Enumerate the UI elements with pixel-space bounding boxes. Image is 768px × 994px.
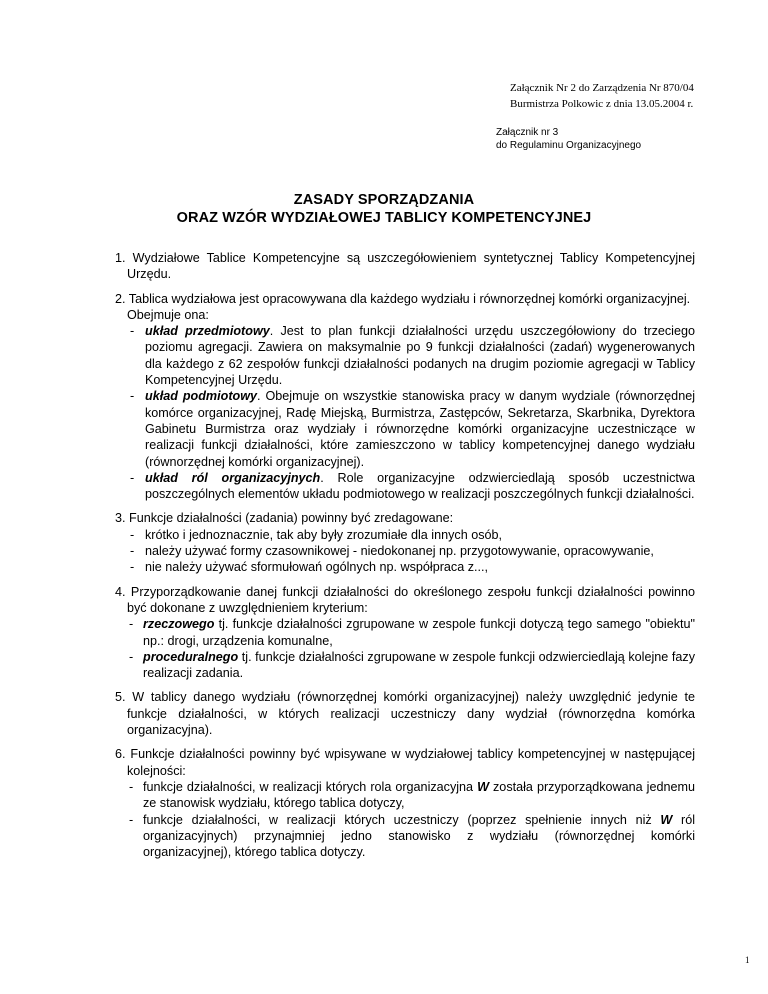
list-item [115, 470, 695, 503]
list-item-term: układ ról organizacyjnych [145, 470, 321, 485]
list-item-term: rzeczowego [143, 617, 215, 632]
annex-header-line2: Burmistrza Polkowic z dnia 13.05.2004 r. [510, 98, 694, 110]
dash-bullet: - [129, 617, 134, 632]
list-item-term: układ przedmiotowy [145, 324, 270, 339]
dash-bullet: - [129, 649, 134, 664]
role-w-marker: W [660, 812, 673, 827]
paragraph-6 [115, 746, 695, 860]
dash-bullet: - [130, 470, 135, 485]
paragraph-2-intro: 2. Tablica wydziałowa jest opracowywana dla każdego wydziału i równorzędnej komórki organizacyjnej. Obejmuje ona: [115, 291, 691, 322]
list-item-text: . Obejmuje on wszystkie stanowiska pracy w danym wydziale (równorzędnej komórce organizacyjnej, Radę Miejską, Burmistrza, Zastępców, Sekretarza, Skarbnika, Dyrektora Gabinetu Burmistrza oraz wydziały i równorzędne komórki organizacyjne uczestniczące w realizacji funkcji działalności, które zamieszczono w tablicy kompetencyjnej danego wydziału (równorzędnej komórki organizacyjnej). [145, 389, 695, 469]
list-item-text: należy używać formy czasownikowej - niedokonanej np. przygotowywanie, opracowywanie, [145, 544, 654, 559]
dash-bullet: - [129, 812, 134, 827]
page-number: 1 [745, 955, 750, 965]
list-item-text: ról organizacyjnych) przynajmniej jedno stanowisko z wydziału (równorzędnej komórki organizacyjnej), którego tablica dotyczy. [143, 812, 696, 860]
paragraph-2 [115, 291, 695, 503]
dash-bullet: - [130, 389, 135, 404]
list-item-term: układ podmiotowy [145, 389, 258, 404]
list-item [115, 323, 695, 388]
annex-header [510, 80, 760, 112]
role-w-marker: W [477, 779, 489, 794]
dash-bullet: - [130, 324, 135, 339]
paragraph-6-intro: 6. Funkcje działalności powinny być wpisywane w wydziałowej tablicy kompetencyjnej w następującej kolejności: [115, 747, 695, 778]
annex-subheader-line1: Załącznik nr 3 [496, 127, 559, 138]
annex-subheader-line2: do Regulaminu Organizacyjnego [496, 140, 642, 151]
paragraph-1-text: 1. Wydziałowe Tablice Kompetencyjne są uszczegółowieniem syntetycznej Tablicy Kompetencyjnej Urzędu. [115, 251, 695, 282]
list-item-term: proceduralnego [143, 649, 239, 664]
list-item-text: krótko i jednoznacznie, tak aby były zrozumiałe dla innych osób, [145, 527, 503, 542]
paragraph-5 [115, 689, 695, 738]
dash-bullet: - [130, 527, 135, 542]
document-title-line1: ZASADY SPORZĄDZANIA [293, 192, 475, 208]
document-title-line2: ORAZ WZÓR WYDZIAŁOWEJ TABLICY KOMPETENCYJNEJ [176, 210, 592, 226]
document-body [115, 250, 695, 868]
list-item-text: . Jest to plan funkcji działalności urzędu uszczegółowiony do trzeciego poziomu agregacji. Zawiera on maksymalnie po 9 funkcji działalności (zadań) wygenerowanych dla każdego z 62 zespołów funkcji działalności podanych na drugim poziomie agregacji w Tablicy Kompetencyjnej Urzędu. [145, 324, 695, 388]
list-item [115, 812, 695, 861]
list-item-text: . Role organizacyjne odzwierciedlają sposób uczestnictwa poszczególnych elementów układu podmiotowego w realizacji poszczególnych funkcji działalności. [145, 470, 695, 502]
annex-subheader [496, 126, 746, 152]
paragraph-4-intro: 4. Przyporządkowanie danej funkcji działalności do określonego zespołu funkcji działalności powinno być dokonane z uwzględnieniem kryterium: [115, 584, 695, 615]
list-item [115, 527, 695, 543]
list-item-text: została przyporządkowana jednemu ze stanowisk wydziału, którego tablica dotyczy, [143, 779, 695, 811]
paragraph-4 [115, 584, 695, 682]
list-item [115, 779, 695, 812]
dash-bullet: - [130, 544, 135, 559]
dash-bullet: - [130, 560, 135, 575]
paragraph-3-intro: 3. Funkcje działalności (zadania) powinny być zredagowane: [115, 511, 454, 526]
paragraph-3 [115, 510, 695, 575]
dash-bullet: - [129, 779, 134, 794]
list-item [115, 543, 695, 559]
paragraph-1 [115, 250, 695, 283]
paragraph-5-text: 5. W tablicy danego wydziału (równorzędnej komórki organizacyjnej) należy uwzględnić jedynie te funkcje działalności, w których realizacji uczestniczy dany wydział (równorzędna komórka organizacyjna). [115, 690, 695, 738]
list-item-text: funkcje działalności, w realizacji których uczestniczy (poprzez spełnienie innych niż [143, 812, 661, 827]
annex-header-line1: Załącznik Nr 2 do Zarządzenia Nr 870/04 [510, 82, 694, 94]
list-item [115, 388, 695, 469]
list-item [115, 649, 695, 682]
list-item [115, 559, 695, 575]
list-item-text: nie należy używać sformułowań ogólnych np. współpraca z..., [145, 560, 489, 575]
list-item-text: tj. funkcje działalności zgrupowane w zespole funkcji odzwierciedlają kolejne fazy realizacji zadania. [143, 649, 695, 681]
list-item-text: tj. funkcje działalności zgrupowane w zespole funkcji dotyczą tego samego "obiektu" np.: drogi, urządzenia komunalne, [143, 617, 695, 648]
list-item [115, 616, 695, 649]
list-item-text: funkcje działalności, w realizacji których rola organizacyjna [143, 779, 478, 794]
